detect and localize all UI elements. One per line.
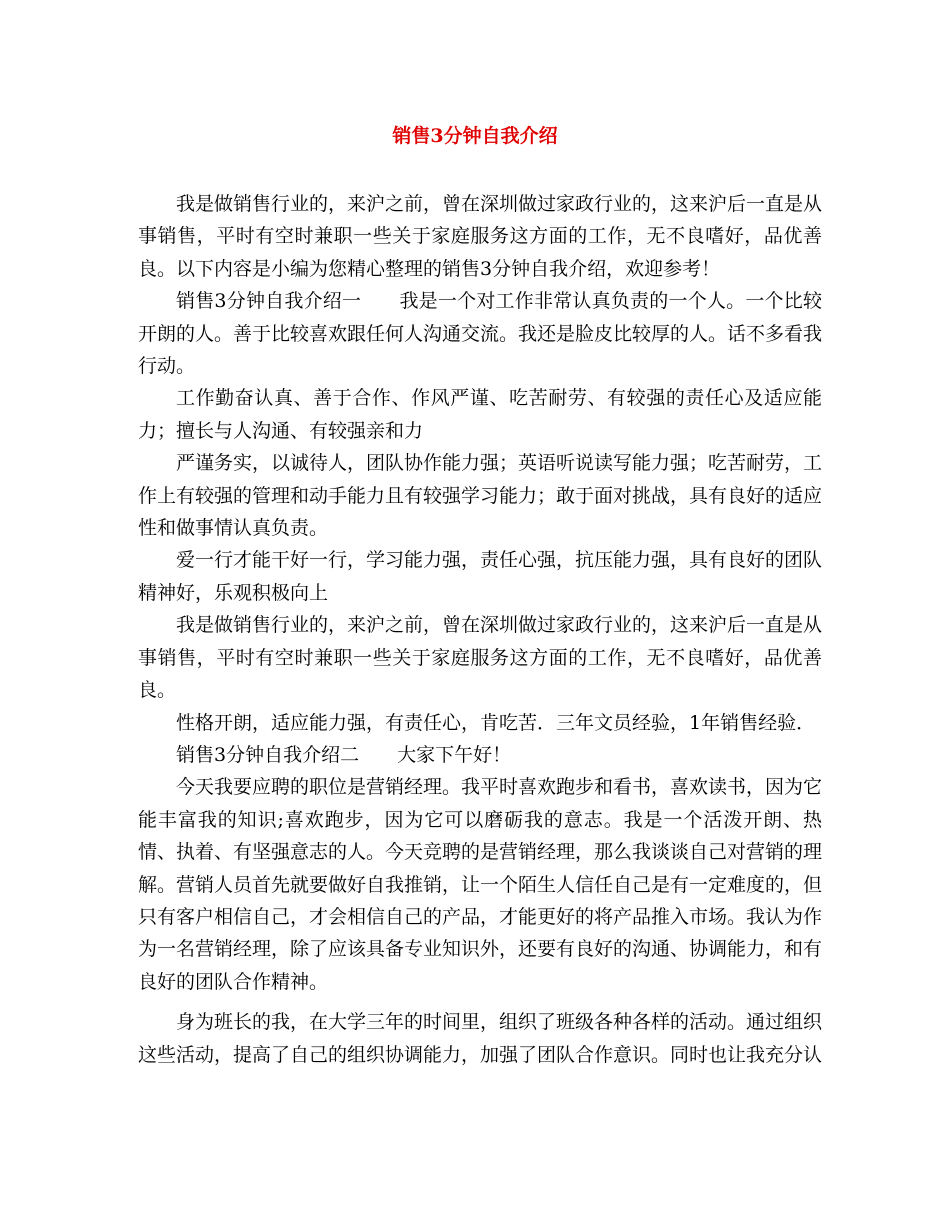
section-1-heading: 销售3分钟自我介绍一 — [176, 290, 362, 313]
paragraph-strengths: 严谨务实，以诚待人，团队协作能力强；英语听说读写能力强；吃苦耐劳，工作上有较强的管理和动手能力且有较强学习能力；敢于面对挑战，具有良好的适应性和做事情认真负责。 — [138, 452, 823, 540]
section-2-heading: 销售3分钟自我介绍二 — [176, 743, 360, 766]
document-body — [138, 188, 822, 1071]
paragraph-marketing: 今天我要应聘的职位是营销经理。我平时喜欢跑步和看书，喜欢读书，因为它能丰富我的知识;喜欢跑步，因为它可以磨砺我的意志。我是一个活泼开朗、热情、执着、有坚强意志的人。今天竞聘的是营销经理，那么我谈谈自己对营销的理解。营销人员首先就要做好自我推销，让一个陌生人信任自己是有一定难度的，但只有客户相信自己，才会相信自己的产品，才能更好的将产品推入市场。我认为作为一名营销经理，除了应该具备专业知识外，还要有良好的沟通、协调能力，和有良好的团队合作精神。 — [138, 776, 823, 993]
paragraph-work-attitude: 工作勤奋认真、善于合作、作风严谨、吃苦耐劳、有较强的责任心及适应能力；擅长与人沟通、有较强亲和力 — [138, 387, 822, 442]
paragraph-background: 我是做销售行业的，来沪之前，曾在深圳做过家政行业的，这来沪后一直是从事销售，平时有空时兼职一些关于家庭服务这方面的工作，无不良嗜好，品优善良。 — [138, 614, 823, 702]
paragraph-passion: 爱一行才能干好一行，学习能力强，责任心强，抗压能力强，具有良好的团队精神好，乐观积极向上 — [138, 549, 823, 604]
paragraph-intro: 我是做销售行业的，来沪之前，曾在深圳做过家政行业的，这来沪后一直是从事销售，平时有空时兼职一些关于家庭服务这方面的工作，无不良嗜好，品优善良。以下内容是小编为您精心整理的销售3分钟自我介绍，欢迎参考！ — [138, 193, 823, 280]
section-1-text: 我是一个对工作非常认真负责的一个人。一个比较开朗的人。善于比较喜欢跟任何人沟通交流。我还是脸皮比较厚的人。话不多看我行动。 — [138, 290, 823, 378]
section-2-text: 大家下午好！ — [397, 743, 512, 766]
paragraph-section-1 — [138, 285, 822, 382]
paragraph-experience: 性格开朗，适应能力强，有责任心，肯吃苦．三年文员经验，1年销售经验． — [176, 711, 816, 734]
paragraph-section-2 — [138, 739, 822, 771]
paragraph-class-monitor: 身为班长的我，在大学三年的时间里，组织了班级各种各样的活动。通过组织这些活动，提高了自己的组织协调能力，加强了团队合作意识。同时也让我充分认 — [138, 1011, 823, 1066]
document-title: 销售3分钟自我介绍 — [392, 125, 558, 147]
